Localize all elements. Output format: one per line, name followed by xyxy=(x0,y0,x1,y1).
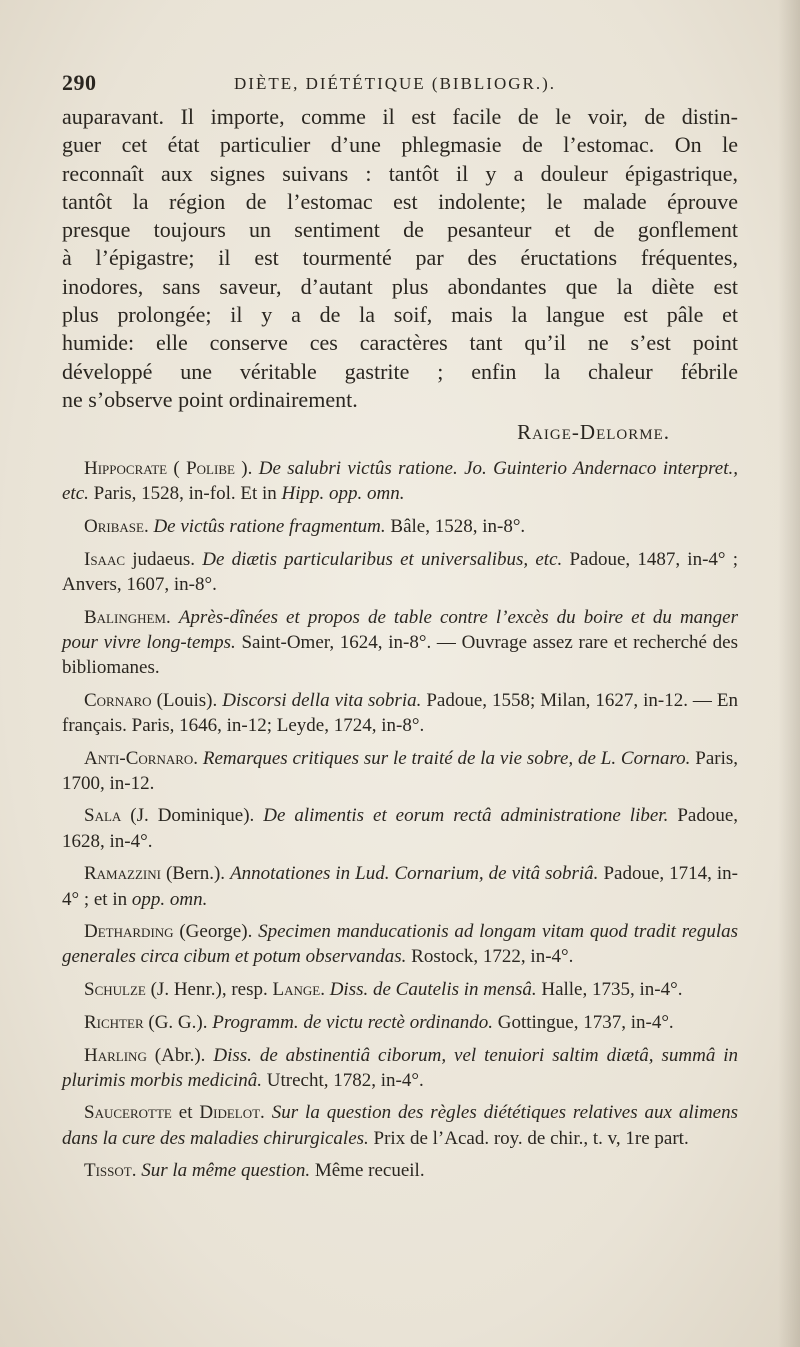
text-line: développé une véritable gastrite ; enfin la chaleur fébrile xyxy=(62,358,738,384)
bibliography-entry xyxy=(62,803,738,853)
author-signature: Raige-Delorme. xyxy=(517,420,670,444)
entry-publication: Paris, 1700, in-12. xyxy=(62,747,739,794)
entry-author: Hippocrate ( Polibe ). xyxy=(84,458,253,479)
entry-author: Tissot. xyxy=(84,1160,137,1182)
entry-title: Sur la même question. xyxy=(141,1160,311,1182)
entry-author: Harling xyxy=(84,1044,147,1066)
entry-title: De victûs ratione fragmentum. xyxy=(153,515,386,537)
entry-title: Programm. de victu rectè ordinando. xyxy=(212,1011,493,1033)
text-line: à l’épigastre; il est tourmenté par des éructations fréquentes, xyxy=(62,245,738,271)
entry-title: Diss. de abstinentiâ ciborum, vel tenuiori saltim diætâ, summâ in plurimis morbis medicinâ. xyxy=(62,1044,739,1091)
entry-title: De alimentis et eorum rectâ administratione liber. xyxy=(263,805,669,827)
entry-author-detail: (Bern.). xyxy=(165,863,226,885)
bibliography-entry xyxy=(62,1158,738,1183)
bibliography-entry xyxy=(62,1010,738,1035)
entry-author-detail: judaeus. xyxy=(132,548,196,570)
bibliography-entry xyxy=(62,746,738,796)
entry-publication: Prix de l’Acad. roy. de chir., t. v, 1re part. xyxy=(373,1127,689,1149)
text-line: presque toujours un sentiment de pesanteur et de gonflement xyxy=(62,217,738,243)
entry-author: Balinghem. xyxy=(84,606,171,628)
entry-title: Hipp. opp. omn. xyxy=(281,483,405,505)
entry-publication: Gottingue, 1737, in-4°. xyxy=(497,1011,674,1033)
entry-publication: Rostock, 1722, in-4°. xyxy=(411,946,574,968)
entry-author: Didelot. xyxy=(199,1102,265,1124)
entry-author-detail: (Louis). xyxy=(156,689,218,711)
entry-title: Diss. de Cautelis in mensâ. xyxy=(329,979,537,1001)
text-line: plus prolongée; il y a de la soif, mais la langue est pâle et xyxy=(62,302,738,328)
entry-author: Anti-Cornaro. xyxy=(84,747,199,769)
text-line: reconnaît aux signes suivans : tantôt il y a douleur épigastrique, xyxy=(62,160,738,186)
entry-author-detail: (George). xyxy=(179,921,253,943)
text-line: auparavant. Il importe, comme il est facile de le voir, de distin- xyxy=(62,104,738,129)
entry-publication: Padoue, 1558; Milan, 1627, in-12. — En français. Paris, 1646, in-12; Leyde, 1724, in-8°. xyxy=(62,689,739,736)
bibliography-list xyxy=(62,456,738,1191)
entry-author: Cornaro xyxy=(84,689,152,711)
entry-publication: Utrecht, 1782, in-4°. xyxy=(266,1069,424,1091)
entry-title: Annotationes in Lud. Cornarium, de vitâ sobriâ. xyxy=(230,863,599,885)
page-gutter-shadow xyxy=(778,0,800,1347)
entry-author: Ramazzini xyxy=(84,863,161,885)
text-line: guer cet état particulier d’une phlegmasie de l’estomac. On le xyxy=(62,132,738,158)
running-head: DIÈTE, DIÉTÉTIQUE (BIBLIOGR.). xyxy=(234,74,557,93)
entry-author-detail: (G. G.). xyxy=(148,1011,208,1033)
entry-publication: Paris, 1528, in-fol. Et in xyxy=(93,483,277,505)
entry-publication: Padoue, 1487, in-4° ; Anvers, 1607, in-8°. xyxy=(62,548,738,595)
entry-author: Saucerotte xyxy=(84,1102,172,1124)
entry-publication: Bâle, 1528, in-8°. xyxy=(390,515,526,537)
text-line: ne s’observe point ordinairement. xyxy=(62,386,358,412)
entry-publication: Saint-Omer, 1624, in-8°. — Ouvrage assez rare et recherché des bibliomanes. xyxy=(62,631,738,678)
bibliography-entry xyxy=(62,1100,738,1150)
bibliography-entry xyxy=(62,919,738,969)
entry-conjunction: et xyxy=(178,1102,193,1124)
entry-title: De diætis particularibus et universalibus, etc. xyxy=(202,548,563,570)
entry-author: Schulze xyxy=(84,979,146,1001)
entry-author: Oribase. xyxy=(84,515,149,537)
entry-author-detail: (J. Dominique). xyxy=(130,805,255,827)
text-line: humide: elle conserve ces caractères tant qu’il ne s’est point xyxy=(62,330,738,356)
entry-title: De salubri victûs ratione. Jo. Guinterio Andernaco interpret., etc. xyxy=(62,458,738,505)
entry-publication: Padoue, 1628, in-4°. xyxy=(62,805,738,852)
bibliography-entry xyxy=(62,547,738,597)
entry-author: Isaac xyxy=(84,548,126,570)
entry-author-detail: (J. Henr.), resp. xyxy=(150,979,268,1001)
entry-author: Richter xyxy=(84,1011,144,1033)
entry-author-detail: (Abr.). xyxy=(154,1044,206,1066)
entry-title: Sur la question des règles diététiques relatives aux alimens dans la cure des maladies chirurgicales. xyxy=(62,1102,738,1149)
bibliography-entry xyxy=(62,514,738,539)
entry-title: Remarques critiques sur le traité de la vie sobre, de L. Cornaro. xyxy=(202,747,691,769)
bibliography-entry xyxy=(62,1043,738,1093)
text-line: inodores, sans saveur, d’autant plus abondantes que la diète est xyxy=(62,273,738,299)
entry-author: Dethardіng xyxy=(84,921,174,943)
text-line: tantôt la région de l’estomac est indolente; le malade éprouve xyxy=(62,188,738,214)
entry-title: Specimen manducationis ad longam vitam quod tradit regulas generales circa cibum et potum observandas. xyxy=(62,921,739,968)
entry-title: Après-dînées et propos de table contre l’excès du boire et du manger pour vivre long-temps. xyxy=(62,606,739,653)
bibliography-entry xyxy=(62,605,738,681)
entry-author: Sala xyxy=(84,805,122,827)
entry-publication: Même recueil. xyxy=(314,1160,425,1182)
main-paragraph xyxy=(62,103,738,414)
bibliography-entry xyxy=(62,861,738,911)
page-number: 290 xyxy=(62,70,97,95)
entry-author: Lange. xyxy=(272,979,325,1001)
page-header xyxy=(62,70,740,100)
entry-publication: Padoue, 1714, in-4° ; et in xyxy=(62,863,739,910)
entry-title: Discorsi della vita sobria. xyxy=(222,689,422,711)
entry-title: opp. omn. xyxy=(131,888,208,910)
entry-publication: Halle, 1735, in-4°. xyxy=(541,979,683,1001)
bibliography-entry xyxy=(62,977,738,1002)
bibliography-entry xyxy=(62,688,738,738)
bibliography-entry xyxy=(62,456,738,506)
